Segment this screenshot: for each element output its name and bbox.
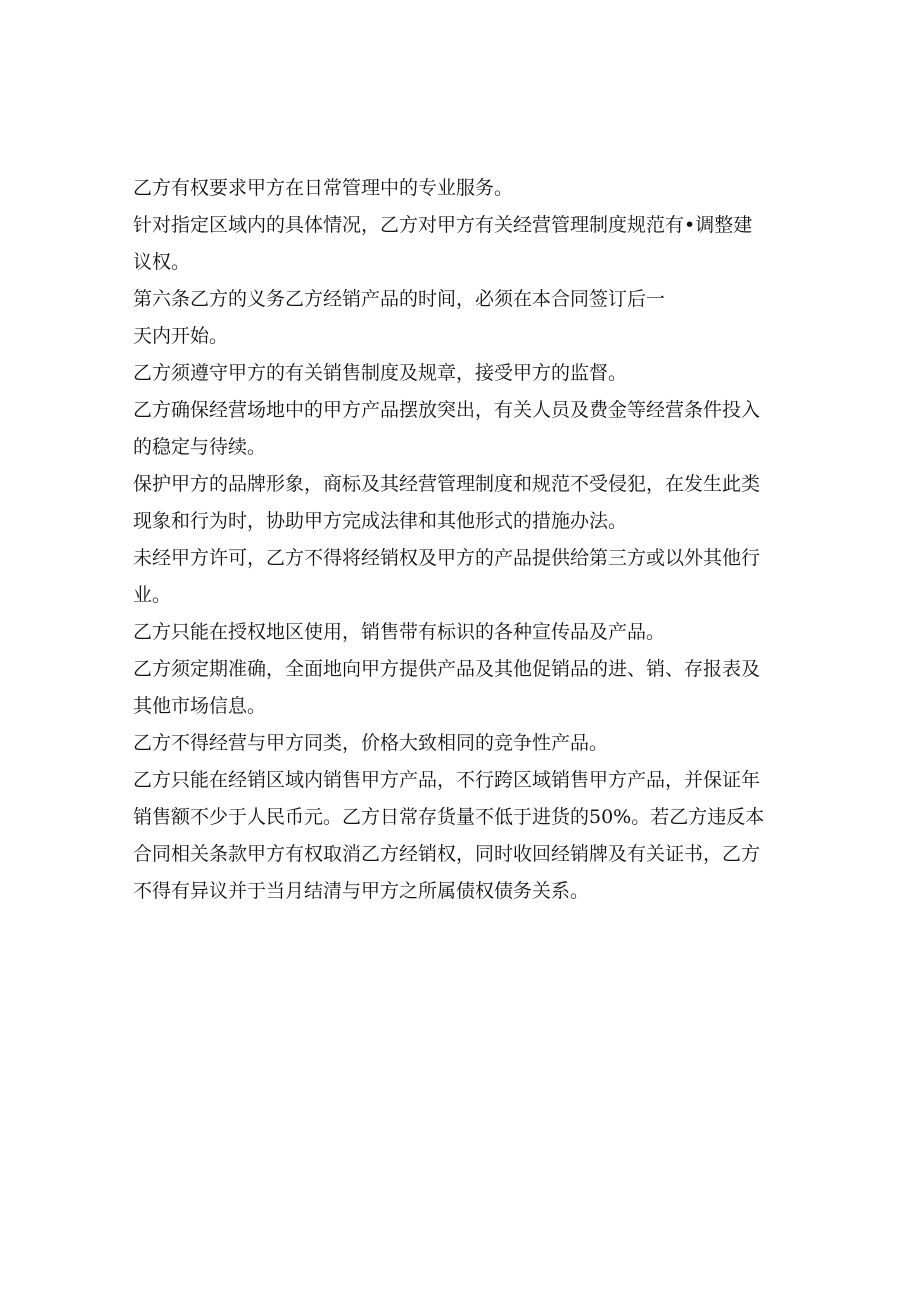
text-line: 的稳定与待续。 xyxy=(133,436,267,458)
text-line: 合同相关条款甲方有权取消乙方经销权，同时收回经销牌及有关证书，乙方 xyxy=(133,843,761,865)
text-line: 乙方只能在授权地区使用，销售带有标识的各种宣传品及产品。 xyxy=(133,621,666,643)
text-line: 不得有异议并于当月结清与甲方之所属债权债务关系。 xyxy=(133,880,590,902)
text-line: 其他市场信息。 xyxy=(133,695,267,717)
text-line: 乙方确保经营场地中的甲方产品摆放突出，有关人员及费金等经营条件投入 xyxy=(133,399,761,421)
text-line: 乙方有权要求甲方在日常管理中的专业服务。 xyxy=(133,177,514,199)
text-line: 现象和行为时，协助甲方完成法律和其他形式的措施办法。 xyxy=(133,510,628,532)
text-line: 乙方须遵守甲方的有关销售制度及规章，接受甲方的监督。 xyxy=(133,362,628,384)
text-line: 天内开始。 xyxy=(133,325,229,347)
text-line: 议权。 xyxy=(133,251,191,273)
text-line: 乙方不得经营与甲方同类，价格大致相同的竞争性产品。 xyxy=(133,732,609,754)
text-line: 销售额不少于人民币元。乙方日常存货量不低于进货的50%。若乙方违反本 xyxy=(133,806,765,828)
text-line: 未经甲方许可，乙方不得将经销权及甲方的产品提供给第三方或以外其他行 xyxy=(133,547,761,569)
text-line: 乙方须定期准确，全面地向甲方提供产品及其他促销品的进、销、存报表及 xyxy=(133,658,761,680)
document-body xyxy=(133,170,793,910)
text-line: 第六条乙方的义务乙方经销产品的时间，必须在本合同签订后一 xyxy=(133,288,666,310)
text-line: 业。 xyxy=(133,584,172,606)
text-line: 保护甲方的品牌形象，商标及其经营管理制度和规范不受侵犯，在发生此类 xyxy=(133,473,761,495)
text-line: 针对指定区域内的具体情况，乙方对甲方有关经营管理制度规范有•调整建 xyxy=(133,214,753,236)
text-line: 乙方只能在经销区域内销售甲方产品，不行跨区域销售甲方产品，并保证年 xyxy=(133,769,761,791)
